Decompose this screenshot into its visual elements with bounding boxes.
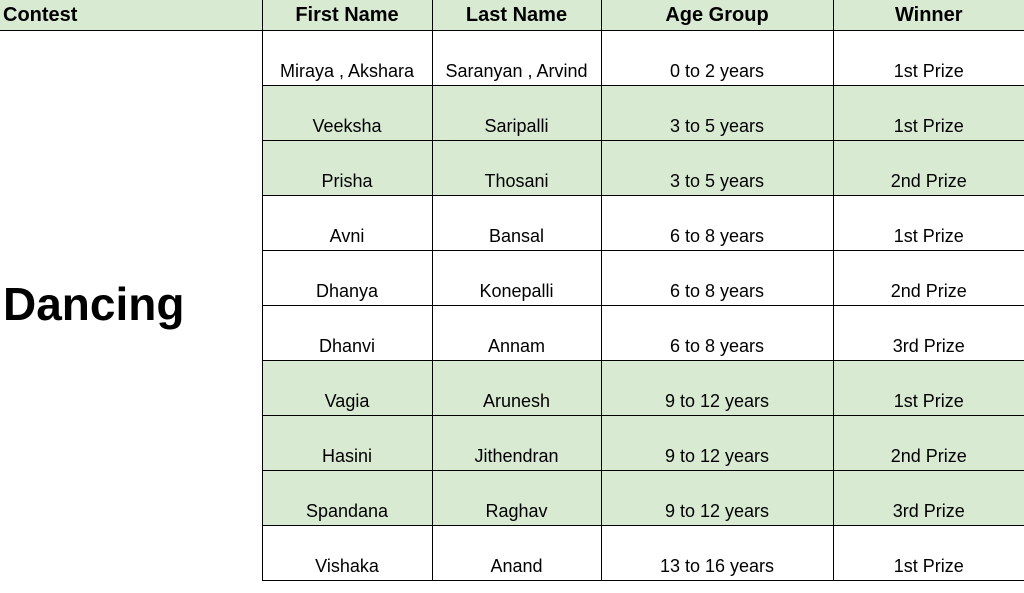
last-name-cell[interactable]: Saranyan , Arvind	[432, 31, 601, 86]
winner-cell[interactable]: 1st Prize	[833, 196, 1024, 251]
age-group-cell[interactable]: 9 to 12 years	[601, 361, 833, 416]
first-name-cell[interactable]: Dhanvi	[262, 306, 432, 361]
last-name-cell[interactable]: Konepalli	[432, 251, 601, 306]
last-name-cell[interactable]: Bansal	[432, 196, 601, 251]
last-name-cell[interactable]: Jithendran	[432, 416, 601, 471]
winner-cell[interactable]: 2nd Prize	[833, 416, 1024, 471]
first-name-cell[interactable]: Vishaka	[262, 526, 432, 581]
winner-cell[interactable]: 3rd Prize	[833, 471, 1024, 526]
age-group-cell[interactable]: 6 to 8 years	[601, 251, 833, 306]
age-group-cell[interactable]: 9 to 12 years	[601, 471, 833, 526]
header-row	[0, 0, 1024, 31]
last-name-cell[interactable]: Arunesh	[432, 361, 601, 416]
last-name-cell[interactable]: Annam	[432, 306, 601, 361]
first-name-cell[interactable]: Hasini	[262, 416, 432, 471]
age-group-cell[interactable]: 0 to 2 years	[601, 31, 833, 86]
header-first-name[interactable]: First Name	[262, 0, 432, 31]
header-age-group[interactable]: Age Group	[601, 0, 833, 31]
age-group-cell[interactable]: 13 to 16 years	[601, 526, 833, 581]
winner-cell[interactable]: 1st Prize	[833, 361, 1024, 416]
table-row	[0, 31, 1024, 86]
age-group-cell[interactable]: 3 to 5 years	[601, 141, 833, 196]
winner-cell[interactable]: 1st Prize	[833, 526, 1024, 581]
winner-cell[interactable]: 1st Prize	[833, 31, 1024, 86]
first-name-cell[interactable]: Vagia	[262, 361, 432, 416]
first-name-cell[interactable]: Prisha	[262, 141, 432, 196]
age-group-cell[interactable]: 6 to 8 years	[601, 306, 833, 361]
header-winner[interactable]: Winner	[833, 0, 1024, 31]
first-name-cell[interactable]: Dhanya	[262, 251, 432, 306]
winner-cell[interactable]: 2nd Prize	[833, 251, 1024, 306]
first-name-cell[interactable]: Avni	[262, 196, 432, 251]
header-contest[interactable]: Contest	[0, 0, 262, 31]
winner-cell[interactable]: 3rd Prize	[833, 306, 1024, 361]
age-group-cell[interactable]: 3 to 5 years	[601, 86, 833, 141]
age-group-cell[interactable]: 6 to 8 years	[601, 196, 833, 251]
header-last-name[interactable]: Last Name	[432, 0, 601, 31]
winner-cell[interactable]: 1st Prize	[833, 86, 1024, 141]
last-name-cell[interactable]: Anand	[432, 526, 601, 581]
last-name-cell[interactable]: Thosani	[432, 141, 601, 196]
winner-cell[interactable]: 2nd Prize	[833, 141, 1024, 196]
last-name-cell[interactable]: Saripalli	[432, 86, 601, 141]
last-name-cell[interactable]: Raghav	[432, 471, 601, 526]
first-name-cell[interactable]: Veeksha	[262, 86, 432, 141]
contest-cell[interactable]: Dancing	[0, 31, 262, 581]
first-name-cell[interactable]: Spandana	[262, 471, 432, 526]
age-group-cell[interactable]: 9 to 12 years	[601, 416, 833, 471]
first-name-cell[interactable]: Miraya , Akshara	[262, 31, 432, 86]
